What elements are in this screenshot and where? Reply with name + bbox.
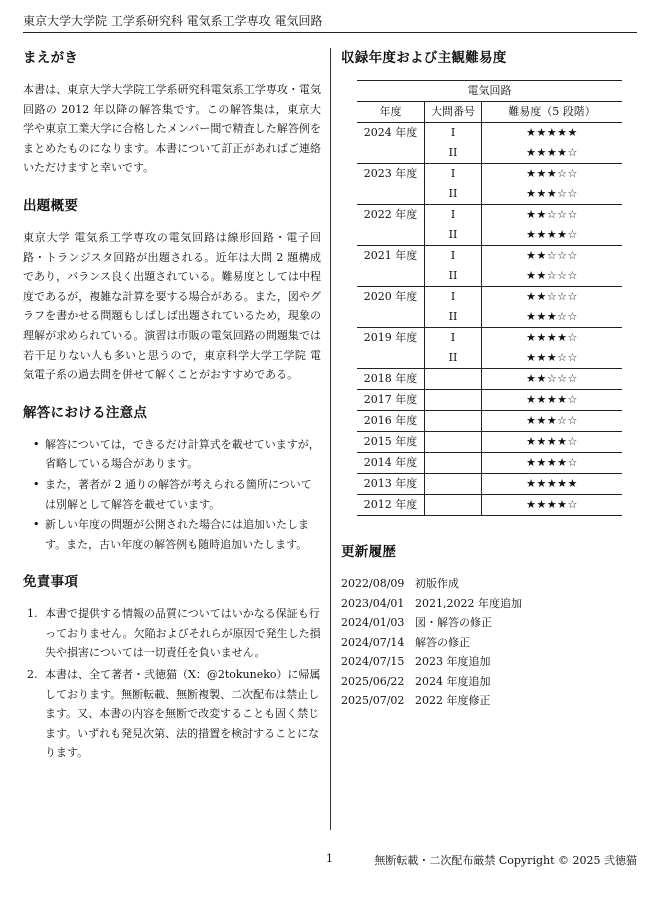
difficulty-heading: 収録年度および主観難易度 [341, 50, 507, 66]
cell-question: II [425, 143, 482, 164]
table-row [357, 205, 622, 226]
notes-heading: 解答における注意点 [23, 404, 148, 421]
cell-question: II [425, 266, 482, 287]
cell-year [357, 266, 425, 287]
column-divider [330, 48, 331, 830]
cell-question: II [425, 348, 482, 369]
history-description: 2021,2022 年度追加 [415, 596, 522, 610]
column-header-difficulty: 難易度（5 段階） [482, 102, 623, 123]
history-item [341, 613, 637, 633]
cell-question [425, 390, 482, 411]
cell-year: 2020 年度 [357, 287, 425, 308]
cell-year: 2021 年度 [357, 246, 425, 267]
history-description: 図・解答の修正 [415, 616, 492, 629]
history-date: 2024/07/14 [341, 635, 405, 649]
header-title: 東京大学大学院 工学系研究科 電気系工学専攻 電気回路 [23, 14, 323, 28]
difficulty-table [357, 80, 622, 516]
list-item: • また，著者が 2 通りの解答が考えられる箇所については別解として解答を載せています。 [23, 475, 321, 514]
table-row [357, 287, 622, 308]
cell-question [425, 432, 482, 453]
cell-difficulty-stars: ★★☆☆☆ [482, 369, 623, 390]
bullet-icon: • [33, 477, 40, 491]
cell-year: 2022 年度 [357, 205, 425, 226]
cell-question [425, 453, 482, 474]
cell-question [425, 411, 482, 432]
cell-question: I [425, 246, 482, 267]
cell-difficulty-stars: ★★★★☆ [482, 495, 623, 516]
list-item: 1. 本書で提供する情報の品質についてはいかなる保証も行っておりません。欠陥およびそれらが原因で発生した損失や損害については一切責任を負いません。 [27, 607, 321, 660]
page-number: 1 [326, 852, 333, 865]
cell-difficulty-stars: ★★★☆☆ [526, 167, 578, 180]
cell-year [357, 307, 425, 328]
cell-question: I [425, 205, 482, 226]
cell-difficulty-stars: ★★★★☆ [482, 225, 623, 246]
cell-difficulty-stars: ★★★★★ [526, 126, 578, 139]
table-title: 電気回路 [357, 81, 622, 102]
difficulty-table-body [357, 123, 622, 516]
history-date: 2025/07/02 [341, 694, 405, 707]
bullet-icon: • [33, 518, 40, 532]
history-description: 解答の修正 [415, 635, 470, 649]
table-row [357, 307, 622, 328]
list-item: 2. 本書は、全て著者・弐徳猫（X：@2tokuneko）に帰属しております。無断転載、無断複製、二次配布は禁止します。又、本書の内容を無断で改変することも固く禁じます。いずれも発見次第、法的措置を検討することになります。 [27, 668, 321, 760]
history-description: 初版作成 [415, 577, 459, 590]
cell-year: 2013 年度 [357, 474, 425, 495]
table-row [357, 246, 622, 267]
cell-difficulty-stars: ★★★★☆ [526, 331, 578, 344]
history-date: 2025/06/22 [341, 674, 405, 688]
cell-question: II [425, 307, 482, 328]
history-description: 2023 年度追加 [415, 655, 491, 668]
preface-heading: まえがき [23, 50, 79, 66]
cell-difficulty-stars: ★★☆☆☆ [526, 290, 578, 303]
table-row [357, 328, 622, 349]
history-date: 2022/08/09 [341, 577, 405, 590]
cell-difficulty-stars: ★★★★★ [482, 474, 623, 495]
cell-question [425, 474, 482, 495]
history-date: 2024/01/03 [341, 616, 405, 629]
cell-question [425, 495, 482, 516]
cell-year: 2018 年度 [357, 369, 425, 390]
history-description: 2022 年度修正 [415, 694, 491, 707]
disclaimer-heading: 免責事項 [23, 574, 79, 591]
table-row [357, 143, 622, 164]
cell-question: II [425, 184, 482, 205]
history-list [341, 574, 637, 711]
notes-list [23, 435, 321, 555]
history-item [341, 633, 637, 653]
cell-year: 2015 年度 [357, 432, 425, 453]
cell-difficulty-stars: ★★★☆☆ [482, 348, 623, 369]
table-row [357, 453, 622, 474]
table-row [357, 390, 622, 411]
cell-difficulty-stars: ★★★☆☆ [482, 307, 623, 328]
table-row [357, 123, 622, 144]
running-header [23, 12, 637, 33]
cell-difficulty-stars: ★★☆☆☆ [526, 208, 578, 221]
history-description: 2024 年度追加 [415, 674, 491, 688]
table-row [357, 348, 622, 369]
cell-question: I [425, 328, 482, 349]
list-item: • 解答については，できるだけ計算式を載せていますが，省略している場合があります。 [23, 435, 321, 474]
cell-difficulty-stars: ★★★★☆ [482, 453, 623, 474]
history-item [341, 691, 637, 711]
cell-difficulty-stars: ★★★☆☆ [482, 184, 623, 205]
cell-year: 2024 年度 [357, 123, 425, 144]
cell-year: 2014 年度 [357, 453, 425, 474]
cell-year: 2023 年度 [357, 164, 425, 185]
history-heading: 更新履歴 [341, 544, 397, 560]
cell-difficulty-stars: ★★☆☆☆ [482, 266, 623, 287]
list-item: • 新しい年度の問題が公開された場合には追加いたします。また，古い年度の解答例も随時追加いたします。 [23, 515, 321, 554]
overview-heading: 出題概要 [23, 197, 79, 214]
cell-year [357, 225, 425, 246]
table-row [357, 164, 622, 185]
column-header-year: 年度 [357, 102, 425, 123]
table-row [357, 266, 622, 287]
cell-year: 2017 年度 [357, 390, 425, 411]
cell-difficulty-stars: ★★★★☆ [482, 143, 623, 164]
table-row [357, 184, 622, 205]
cell-year [357, 348, 425, 369]
history-item [341, 672, 637, 692]
cell-question: I [425, 287, 482, 308]
cell-year [357, 184, 425, 205]
preface-text: 本書は、東京大学大学院工学系研究科電気系工学専攻・電気回路の 2012 年以降の解答集です。この解答集は，東京大学や東京工業大学に合格したメンバー間で精査した解答例をまとめたものになります。本書について訂正があればご連絡いただけますと幸いです。 [23, 83, 321, 175]
cell-difficulty-stars: ★★☆☆☆ [526, 249, 578, 262]
right-column [341, 48, 637, 711]
cell-difficulty-stars: ★★★★☆ [482, 432, 623, 453]
cell-question: II [425, 225, 482, 246]
table-row [357, 225, 622, 246]
history-item [341, 574, 637, 594]
cell-year [357, 143, 425, 164]
history-date: 2024/07/15 [341, 655, 405, 668]
column-header-question: 大問番号 [425, 102, 482, 123]
history-item [341, 594, 637, 614]
table-row [357, 495, 622, 516]
cell-year: 2016 年度 [357, 411, 425, 432]
history-date: 2023/04/01 [341, 596, 405, 610]
table-row [357, 432, 622, 453]
table-row [357, 411, 622, 432]
disclaimer-list [23, 604, 321, 763]
overview-text: 東京大学 電気系工学専攻の電気回路は線形回路・電子回路・トランジスタ回路が出題される。近年は大問 2 題構成であり，バランス良く出題されている。難易度としては中程度であるが，複雑な計算を要する場合がある。また，図やグラフを書かせる問題もしばしば出題されているため，現象の理解が求められている。演習は市販の電気回路の問題集では若干足りない人も多いと思うので，東京科学大学工学院 電気電子系の過去問を併せて解くことがおすすめである。 [23, 230, 321, 382]
left-column [23, 48, 321, 765]
table-row [357, 474, 622, 495]
cell-question: I [425, 164, 482, 185]
bullet-icon: • [33, 437, 40, 451]
copyright-notice: 無断転載・二次配布厳禁 Copyright © 2025 弐徳猫 [374, 854, 637, 867]
cell-difficulty-stars: ★★★☆☆ [482, 411, 623, 432]
cell-question: I [425, 123, 482, 144]
cell-year: 2012 年度 [357, 495, 425, 516]
cell-year: 2019 年度 [357, 328, 425, 349]
cell-difficulty-stars: ★★★★☆ [482, 390, 623, 411]
history-section [341, 542, 637, 711]
table-row [357, 369, 622, 390]
history-item [341, 652, 637, 672]
cell-question [425, 369, 482, 390]
